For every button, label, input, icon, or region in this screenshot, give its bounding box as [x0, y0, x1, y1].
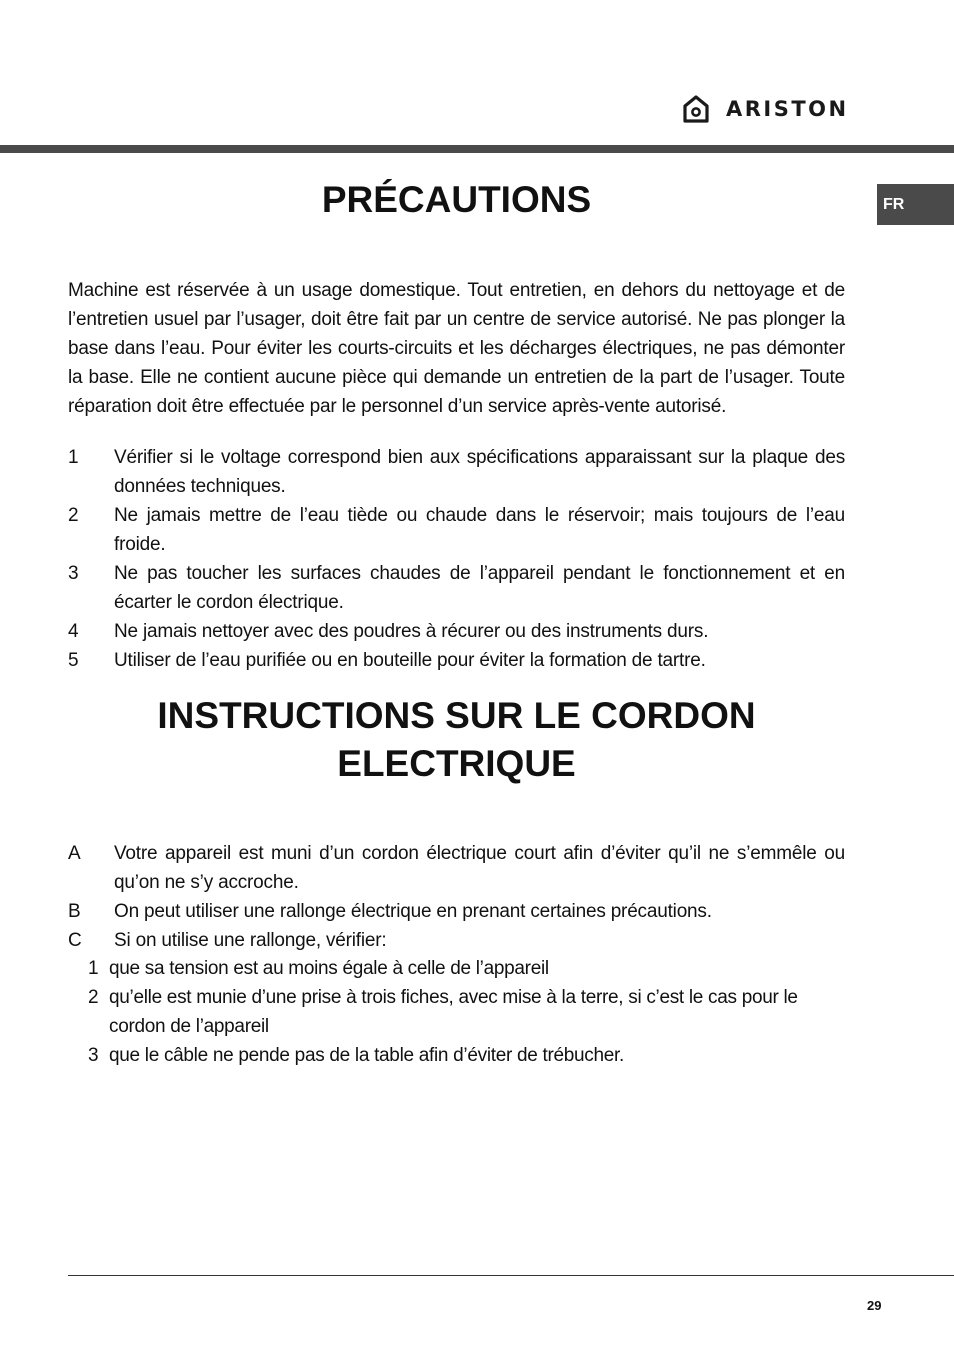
list-item: 3 Ne pas toucher les surfaces chaudes de l’appareil pendant le fonctionnement et en écarter le cordon électrique. [68, 563, 845, 613]
list-item: 2 qu’elle est munie d’une prise à trois fiches, avec mise à la terre, si c’est le cas pour le cordon de l’appareil [88, 987, 798, 1037]
cordon-list [68, 839, 845, 955]
list-item: 5 Utiliser de l’eau purifiée ou en bouteille pour éviter la formation de tartre. [68, 650, 706, 671]
cordon-title-line2: ELECTRIQUE [337, 743, 576, 784]
precautions-title: PRÉCAUTIONS [321, 179, 592, 220]
list-item: 1 que sa tension est au moins égale à celle de l’appareil [88, 958, 549, 979]
brand-logo [682, 94, 849, 124]
brand-name: ARISTON [726, 97, 849, 121]
precautions-intro: Machine est réservée à un usage domestique. Tout entretien, en dehors du nettoyage et de l’entretien usuel par l’usager, doit être fait par un centre de service autorisé. Ne pas plonger la base dans l’eau. Pour éviter les courts-circuits et les décharges électriques, ne pas démonter la base. Elle ne contient aucune pièce qui demande un entretien de la part de l’usager. Toute réparation doit être effectuée par le personnel d’un service après-vente autorisé. [68, 280, 845, 417]
precautions-list [68, 443, 845, 675]
list-item: 2 Ne jamais mettre de l’eau tiède ou chaude dans le réservoir; mais toujours de l’eau froide. [68, 505, 845, 555]
list-item: B On peut utiliser une rallonge électrique en prenant certaines précautions. [68, 901, 712, 922]
cordon-title-line1: INSTRUCTIONS SUR LE CORDON [157, 695, 756, 736]
list-item: 4 Ne jamais nettoyer avec des poudres à récurer ou des instruments durs. [68, 621, 709, 642]
list-item: 1 Vérifier si le voltage correspond bien aux spécifications apparaissant sur la plaque des données techniques. [68, 447, 845, 497]
cordon-title [68, 692, 845, 788]
list-item: 3 que le câble ne pende pas de la table afin d’éviter de trébucher. [88, 1045, 624, 1066]
header-rule [0, 145, 954, 153]
list-item: A Votre appareil est muni d’un cordon électrique court afin d’éviter qu’il ne s’emmêle ou qu’on ne s’y accroche. [68, 843, 845, 893]
page-number: 29 [867, 1298, 882, 1313]
list-item: C Si on utilise une rallonge, vérifier: [68, 930, 387, 951]
cordon-sublist [88, 954, 845, 1070]
language-tab: FR [877, 184, 954, 225]
footer-rule [68, 1275, 954, 1276]
house-logo-icon [682, 94, 710, 124]
